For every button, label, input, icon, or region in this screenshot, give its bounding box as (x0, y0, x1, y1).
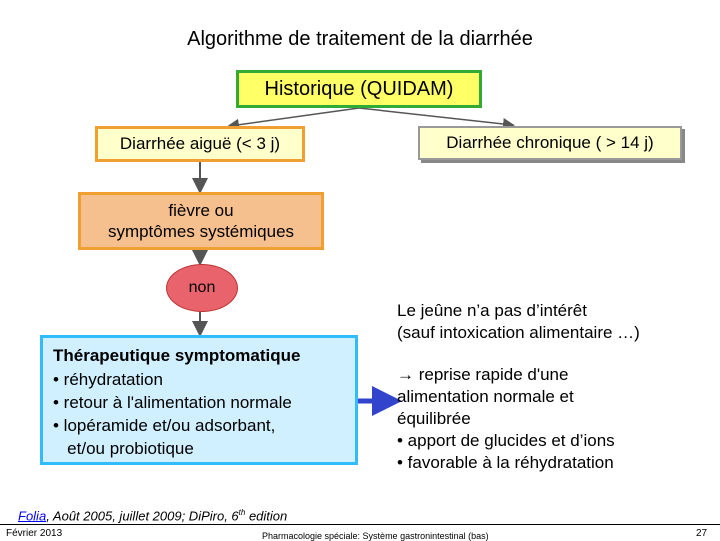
advice-line: • favorable à la réhydratation (397, 453, 614, 472)
advice-line: équilibrée (397, 409, 471, 428)
arrow-to-aigue (230, 108, 359, 126)
therapeutique-item: • retour à l'alimentation normale (53, 393, 292, 412)
advice-line: • apport de glucides et d’ions (397, 431, 615, 450)
source-text: , Août 2005, juillet 2009; DiPiro, 6 (46, 508, 239, 524)
therapeutique-item: • lopéramide et/ou adsorbant, (53, 416, 276, 435)
source-end: edition (245, 508, 288, 524)
fievre-line-1: fièvre ou (168, 201, 234, 220)
therapeutique-item: • réhydratation (53, 370, 163, 389)
advice-line: (sauf intoxication alimentaire …) (397, 323, 640, 342)
page-number: 27 (696, 528, 708, 539)
therapeutique-box (40, 335, 358, 465)
chronic-advice-text (397, 300, 697, 474)
advice-line: → reprise rapide d'une (397, 365, 569, 384)
arrow-to-chronique (359, 108, 512, 125)
advice-line: alimentation normale et (397, 387, 574, 406)
footer-course-title: Pharmacologie spéciale: Système gastronintestinal (bas) (262, 531, 489, 541)
fievre-box (78, 192, 324, 250)
page-title: Algorithme de traitement de la diarrhée (187, 28, 533, 50)
source-sup: th (238, 508, 246, 517)
advice-line: Le jeûne n’a pas d’intérêt (397, 301, 587, 320)
therapeutique-item: et/ou probiotique (53, 439, 194, 458)
therapeutique-heading: Thérapeutique symptomatique (53, 346, 301, 365)
diarrhee-chronique-box: Diarrhée chronique ( > 14 j) (418, 126, 682, 160)
therapeutique-list (53, 368, 355, 460)
historique-box: Historique (QUIDAM) (236, 70, 482, 108)
non-ellipse: non (166, 264, 238, 312)
folia-link[interactable]: Folia (18, 508, 47, 524)
fievre-line-2: symptômes systémiques (107, 222, 295, 241)
footer-date: Février 2013 (6, 528, 63, 539)
diarrhee-aigue-box: Diarrhée aiguë (< 3 j) (95, 126, 305, 162)
source-citation (18, 508, 287, 523)
footer-divider (0, 524, 720, 525)
